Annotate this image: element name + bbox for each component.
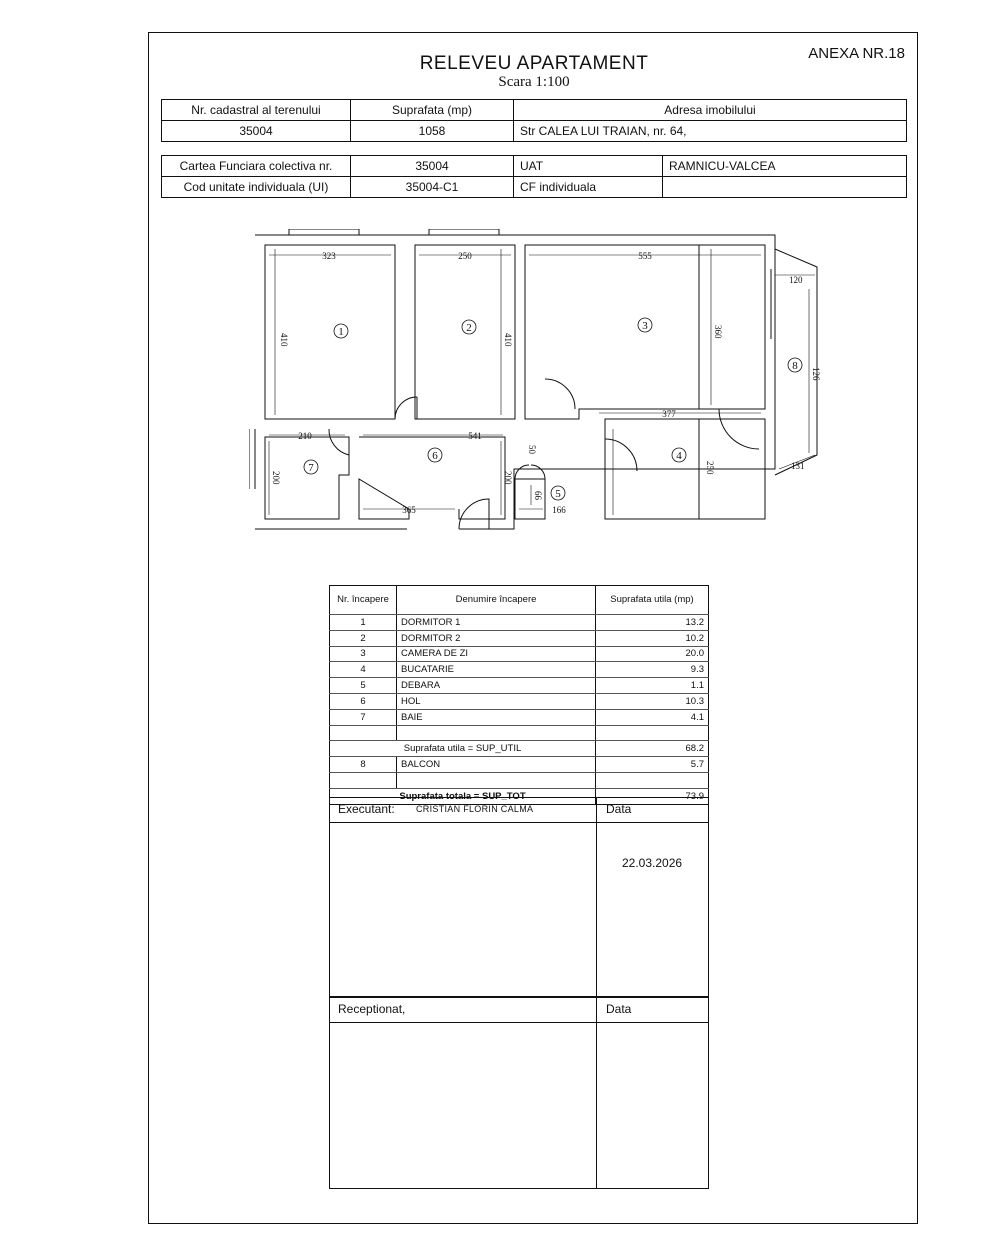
total-area-value: 73.9 [596, 788, 709, 804]
executant-name: CRISTIAN FLORIN CALMA [416, 804, 534, 814]
room-number-5: 5 [555, 488, 561, 500]
header-nr-incapere: Nr. încapere [330, 586, 397, 615]
label-carte-funciara: Cartea Funciara colectiva nr. [162, 156, 351, 177]
room-name: BUCATARIE [397, 662, 596, 678]
room-name: BALCON [397, 757, 596, 773]
executant-date-label: Data [606, 802, 632, 816]
receptionat-label: Receptionat, [338, 1002, 406, 1016]
table-row [330, 693, 709, 709]
room-area: 9.3 [596, 662, 709, 678]
header-suprafata-utila: Suprafata utila (mp) [596, 586, 709, 615]
dim-label: 541 [468, 431, 482, 441]
label-uat: UAT [514, 156, 663, 177]
useful-area-label: Suprafata utila = SUP_UTIL [330, 741, 596, 757]
value-adresa: Str CALEA LUI TRAIAN, nr. 64, [514, 121, 907, 142]
room-nr: 5 [330, 678, 397, 694]
room-nr: 6 [330, 693, 397, 709]
room-name: DEBARA [397, 678, 596, 694]
document-sheet [148, 32, 918, 1224]
executant-label: Executant: [338, 802, 395, 816]
dim-label: 50 [527, 445, 537, 454]
room-nr: 7 [330, 709, 397, 725]
scale-label: Scara 1:100 [498, 74, 570, 90]
room-number-3: 3 [642, 320, 648, 332]
room-area: 10.3 [596, 693, 709, 709]
header-suprafata: Suprafata (mp) [351, 100, 514, 121]
executant-date: 22.03.2026 [622, 856, 683, 870]
value-nr-cadastral: 35004 [162, 121, 351, 142]
value-suprafata: 1058 [351, 121, 514, 142]
value-cf-individuala [663, 177, 907, 198]
room-nr: 8 [330, 757, 397, 773]
room-area: 10.2 [596, 630, 709, 646]
value-cod-ui: 35004-C1 [351, 177, 514, 198]
floor-plan [249, 229, 829, 539]
header-denumire: Denumire încapere [397, 586, 596, 615]
dim-label: 120 [789, 275, 803, 285]
room-area: 1.1 [596, 678, 709, 694]
document-title: RELEVEU APARTAMENT [419, 53, 649, 74]
room-area: 5.7 [596, 757, 709, 773]
dim-label: 250 [458, 251, 472, 261]
room-name: DORMITOR 2 [397, 630, 596, 646]
room-nr: 3 [330, 646, 397, 662]
receptionat-date-label: Data [606, 1002, 632, 1016]
empty-row [330, 772, 709, 788]
room-name: HOL [397, 693, 596, 709]
dim-label: 126 [811, 367, 821, 381]
room-1-outline [265, 245, 395, 419]
empty-row [330, 725, 709, 741]
room-nr: 4 [330, 662, 397, 678]
dim-label: 250 [705, 461, 715, 475]
room-area: 20.0 [596, 646, 709, 662]
room-number-8: 8 [792, 360, 798, 372]
room-area: 13.2 [596, 615, 709, 631]
rooms-table [329, 585, 709, 805]
label-cod-ui: Cod unitate individuala (UI) [162, 177, 351, 198]
table-row [330, 615, 709, 631]
dim-label: 200 [271, 471, 281, 485]
useful-area-value: 68.2 [596, 741, 709, 757]
dim-label: 166 [552, 505, 566, 515]
room-name: DORMITOR 1 [397, 615, 596, 631]
room-name: BAIE [397, 709, 596, 725]
total-area-label: Suprafata totala = SUP_TOT [330, 788, 596, 804]
header-adresa: Adresa imobilului [514, 100, 907, 121]
room-number-4: 4 [676, 450, 682, 462]
value-carte-funciara: 35004 [351, 156, 514, 177]
dim-label: 210 [298, 431, 312, 441]
dim-label: 131 [791, 461, 805, 471]
table-row [330, 678, 709, 694]
room-number-2: 2 [466, 322, 472, 334]
room-number-6: 6 [432, 450, 438, 462]
table-row [330, 757, 709, 773]
dim-label: 360 [713, 325, 723, 339]
dim-label: 410 [503, 333, 513, 347]
room-name: CAMERA DE ZI [397, 646, 596, 662]
room-area: 4.1 [596, 709, 709, 725]
executant-block [329, 797, 709, 997]
table-row [330, 646, 709, 662]
dim-label: 410 [279, 333, 289, 347]
cadastral-table [161, 99, 907, 142]
table-row [330, 709, 709, 725]
table-row [330, 630, 709, 646]
header-nr-cadastral: Nr. cadastral al terenului [162, 100, 351, 121]
receptionat-block [329, 997, 709, 1189]
label-cf-individuala: CF individuala [514, 177, 663, 198]
dim-label: 555 [638, 251, 652, 261]
room-2-outline [415, 245, 515, 419]
dim-label: 66 [533, 491, 543, 500]
dim-label: 365 [402, 505, 416, 515]
dim-label: 200 [503, 471, 513, 485]
value-uat: RAMNICU-VALCEA [663, 156, 907, 177]
cf-table [161, 155, 907, 198]
table-row [330, 662, 709, 678]
room-number-7: 7 [308, 462, 314, 474]
annex-label: ANEXA NR.18 [808, 45, 905, 62]
room-nr: 2 [330, 630, 397, 646]
dim-label: 377 [662, 409, 676, 419]
room-nr: 1 [330, 615, 397, 631]
room-number-1: 1 [338, 326, 344, 338]
useful-area-row [330, 741, 709, 757]
dim-label: 323 [322, 251, 336, 261]
